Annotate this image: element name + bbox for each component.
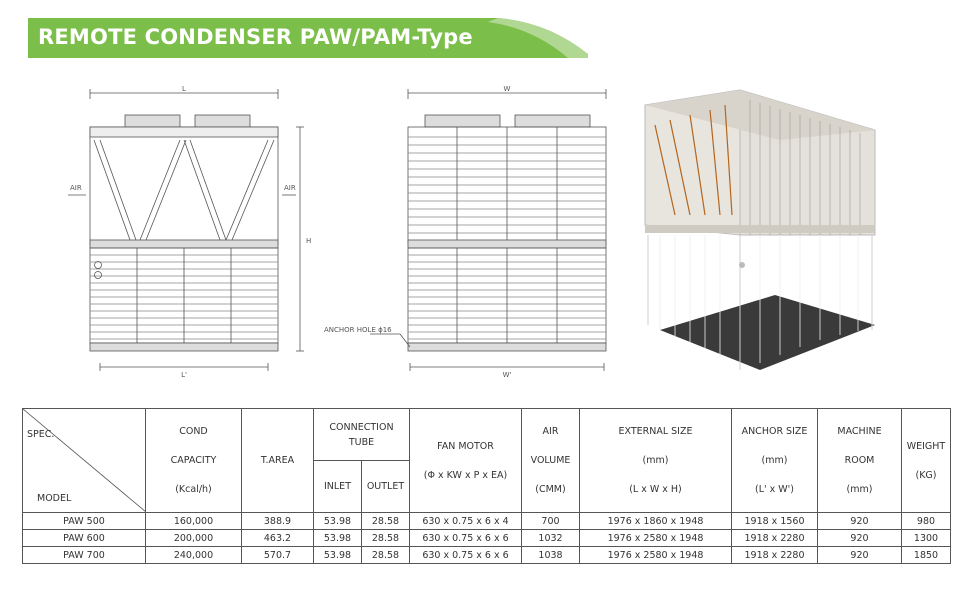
outlet-cell: 28.58 bbox=[362, 530, 410, 547]
external-size-header: EXTERNAL SIZE (mm) (L x W x H) bbox=[580, 409, 732, 513]
external-size-cell: 1976 x 2580 x 1948 bbox=[580, 530, 732, 547]
cond-capacity-header: COND CAPACITY (Kcal/h) bbox=[146, 409, 242, 513]
spec-label: SPEC. bbox=[27, 429, 55, 440]
model-cell: PAW 600 bbox=[23, 530, 146, 547]
model-cell: PAW 500 bbox=[23, 513, 146, 530]
outlet-header: OUTLET bbox=[362, 461, 410, 513]
t-area-header: T.AREA bbox=[242, 409, 314, 513]
capacity-cell: 200,000 bbox=[146, 530, 242, 547]
anchor-size-cell: 1918 x 2280 bbox=[732, 547, 818, 564]
anchor-hole-label: ANCHOR HOLE ϕ16 bbox=[324, 326, 392, 334]
t-area-cell: 388.9 bbox=[242, 513, 314, 530]
weight-cell: 980 bbox=[902, 513, 951, 530]
product-photo bbox=[640, 85, 890, 385]
anchor-size-header: ANCHOR SIZE (mm) (L' x W') bbox=[732, 409, 818, 513]
front-dim-height: H bbox=[306, 237, 312, 245]
outlet-cell: 28.58 bbox=[362, 513, 410, 530]
external-size-cell: 1976 x 2580 x 1948 bbox=[580, 547, 732, 564]
air-volume-header: AIR VOLUME (CMM) bbox=[522, 409, 580, 513]
side-dim-top: W bbox=[503, 85, 511, 93]
capacity-cell: 240,000 bbox=[146, 547, 242, 564]
front-elevation-drawing bbox=[60, 85, 320, 380]
outlet-cell: 28.58 bbox=[362, 547, 410, 564]
inlet-cell: 53.98 bbox=[314, 547, 362, 564]
fan-motor-cell: 630 x 0.75 x 6 x 6 bbox=[410, 547, 522, 564]
inlet-cell: 53.98 bbox=[314, 513, 362, 530]
title-banner bbox=[28, 18, 588, 58]
machine-room-header: MACHINE ROOM (mm) bbox=[818, 409, 902, 513]
spec-table bbox=[22, 408, 951, 564]
fan-motor-cell: 630 x 0.75 x 6 x 6 bbox=[410, 530, 522, 547]
front-air-right: AIR bbox=[284, 184, 296, 192]
air-volume-cell: 700 bbox=[522, 513, 580, 530]
external-size-cell: 1976 x 1860 x 1948 bbox=[580, 513, 732, 530]
machine-room-cell: 920 bbox=[818, 530, 902, 547]
weight-cell: 1850 bbox=[902, 547, 951, 564]
front-air-left: AIR bbox=[70, 184, 82, 192]
table-row bbox=[23, 547, 951, 564]
weight-header: WEIGHT (KG) bbox=[902, 409, 951, 513]
capacity-cell: 160,000 bbox=[146, 513, 242, 530]
connection-tube-header: CONNECTION TUBE bbox=[314, 409, 410, 461]
inlet-header: INLET bbox=[314, 461, 362, 513]
t-area-cell: 570.7 bbox=[242, 547, 314, 564]
anchor-size-cell: 1918 x 1560 bbox=[732, 513, 818, 530]
air-volume-cell: 1032 bbox=[522, 530, 580, 547]
side-elevation-drawing bbox=[320, 85, 620, 380]
table-row bbox=[23, 513, 951, 530]
spec-model-header-cell bbox=[23, 409, 146, 513]
anchor-size-cell: 1918 x 2280 bbox=[732, 530, 818, 547]
weight-cell: 1300 bbox=[902, 530, 951, 547]
side-dim-bottom: W' bbox=[502, 371, 512, 379]
air-volume-cell: 1038 bbox=[522, 547, 580, 564]
model-cell: PAW 700 bbox=[23, 547, 146, 564]
front-dim-top: L bbox=[182, 85, 186, 93]
t-area-cell: 463.2 bbox=[242, 530, 314, 547]
fan-motor-cell: 630 x 0.75 x 6 x 4 bbox=[410, 513, 522, 530]
machine-room-cell: 920 bbox=[818, 547, 902, 564]
inlet-cell: 53.98 bbox=[314, 530, 362, 547]
page-title: REMOTE CONDENSER PAW/PAM-Type bbox=[38, 25, 473, 49]
front-dim-bottom: L' bbox=[181, 371, 187, 379]
table-row bbox=[23, 530, 951, 547]
model-label: MODEL bbox=[37, 493, 72, 504]
fan-motor-header: FAN MOTOR (Φ x KW x P x EA) bbox=[410, 409, 522, 513]
machine-room-cell: 920 bbox=[818, 513, 902, 530]
